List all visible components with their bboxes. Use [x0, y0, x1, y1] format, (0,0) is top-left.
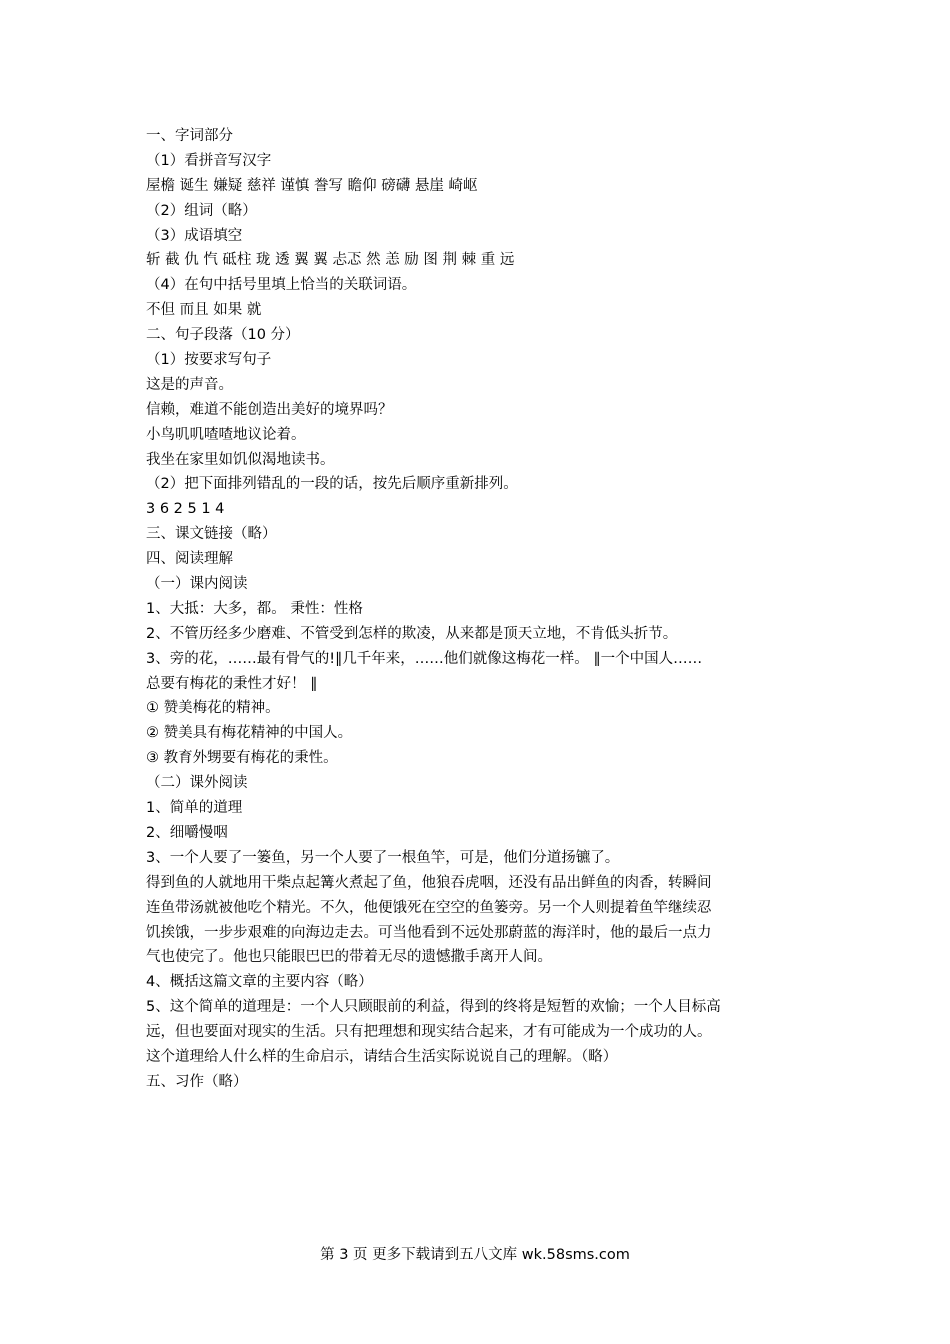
text-line: 5、这个简单的道理是：一个人只顾眼前的利益，得到的终将是短暂的欢愉；一个人目标高 — [146, 999, 721, 1016]
text-line: 这个道理给人什么样的生命启示，请结合生活实际说说自己的理解。（略） — [146, 1048, 618, 1065]
text-line: 1、简单的道理 — [146, 800, 243, 817]
text-line: （2）把下面排列错乱的一段的话，按先后顺序重新排列。 — [146, 476, 518, 493]
text-line: ③ 教育外甥要有梅花的秉性。 — [146, 750, 338, 767]
text-line: 远，但也要面对现实的生活。只有把理想和现实结合起来，才有可能成为一个成功的人。 — [146, 1024, 712, 1041]
text-line: 饥挨饿，一步步艰难的向海边走去。可当他看到不远处那蔚蓝的海洋时，他的最后一点力 — [146, 924, 712, 941]
text-line: （一）课内阅读 — [146, 576, 248, 593]
text-line: 三、课文链接（略） — [146, 526, 277, 543]
text-line: （1）看拼音写汉字 — [146, 152, 272, 169]
text-line: 总要有梅花的秉性才好！ ∥ — [146, 675, 318, 692]
page-footer: 第 3 页 更多下载请到五八文库 wk.58sms.com — [320, 1247, 630, 1263]
text-line: 4、概括这篇文章的主要内容（略） — [146, 974, 373, 991]
text-line: （4）在句中括号里填上恰当的关联词语。 — [146, 277, 417, 294]
text-line: 1、大抵：大多，都。 秉性：性格 — [146, 600, 363, 617]
text-line: 斩 截 仇 忾 砥柱 珑 透 翼 翼 忐忑 然 恙 励 图 荆 棘 重 远 — [146, 252, 515, 269]
text-line: 小鸟叽叽喳喳地议论着。 — [146, 426, 306, 443]
text-line: 气也使完了。他也只能眼巴巴的带着无尽的遗憾撒手离开人间。 — [146, 949, 552, 966]
text-line: （2）组词（略） — [146, 202, 257, 219]
text-line: 我坐在家里如饥似渴地读书。 — [146, 451, 335, 468]
text-line: 屋檐 诞生 嫌疑 慈祥 谨慎 誊写 瞻仰 磅礴 悬崖 崎岖 — [146, 177, 478, 194]
text-line: 不但 而且 如果 就 — [146, 302, 262, 319]
text-line: 一、字词部分 — [146, 128, 233, 144]
text-line: ② 赞美具有梅花精神的中国人。 — [146, 725, 353, 742]
answer-content — [146, 124, 811, 1095]
text-line: 3 6 2 5 1 4 — [146, 501, 225, 518]
text-line: 3、旁的花，……最有骨气的!∥几千年来，……他们就像这梅花一样。 ∥一个中国人…… — [146, 650, 703, 667]
text-line: 四、阅读理解 — [146, 551, 233, 568]
text-line: （1）按要求写句子 — [146, 352, 272, 369]
text-line: （3）成语填空 — [146, 227, 243, 244]
text-line: ① 赞美梅花的精神。 — [146, 700, 280, 717]
text-line: 2、不管历经多少磨难、不管受到怎样的欺凌，从来都是顶天立地，不肯低头折节。 — [146, 625, 678, 642]
text-line: 3、一个人要了一篓鱼，另一个人要了一根鱼竿，可是，他们分道扬镳了。 — [146, 849, 620, 866]
text-line: 五、习作（略） — [146, 1073, 248, 1090]
text-line: 二、句子段落（10 分） — [146, 327, 300, 344]
text-line: 2、细嚼慢咽 — [146, 824, 228, 841]
text-line: （二）课外阅读 — [146, 775, 248, 792]
text-line: 信赖，难道不能创造出美好的境界吗？ — [146, 401, 393, 418]
text-line: 得到鱼的人就地用干柴点起篝火煮起了鱼，他狼吞虎咽，还没有品出鲜鱼的肉香，转瞬间 — [146, 874, 712, 891]
text-line: 这是的声音。 — [146, 376, 233, 393]
text-line: 连鱼带汤就被他吃个精光。不久，他便饿死在空空的鱼篓旁。另一个人则提着鱼竿继续忍 — [146, 899, 712, 916]
